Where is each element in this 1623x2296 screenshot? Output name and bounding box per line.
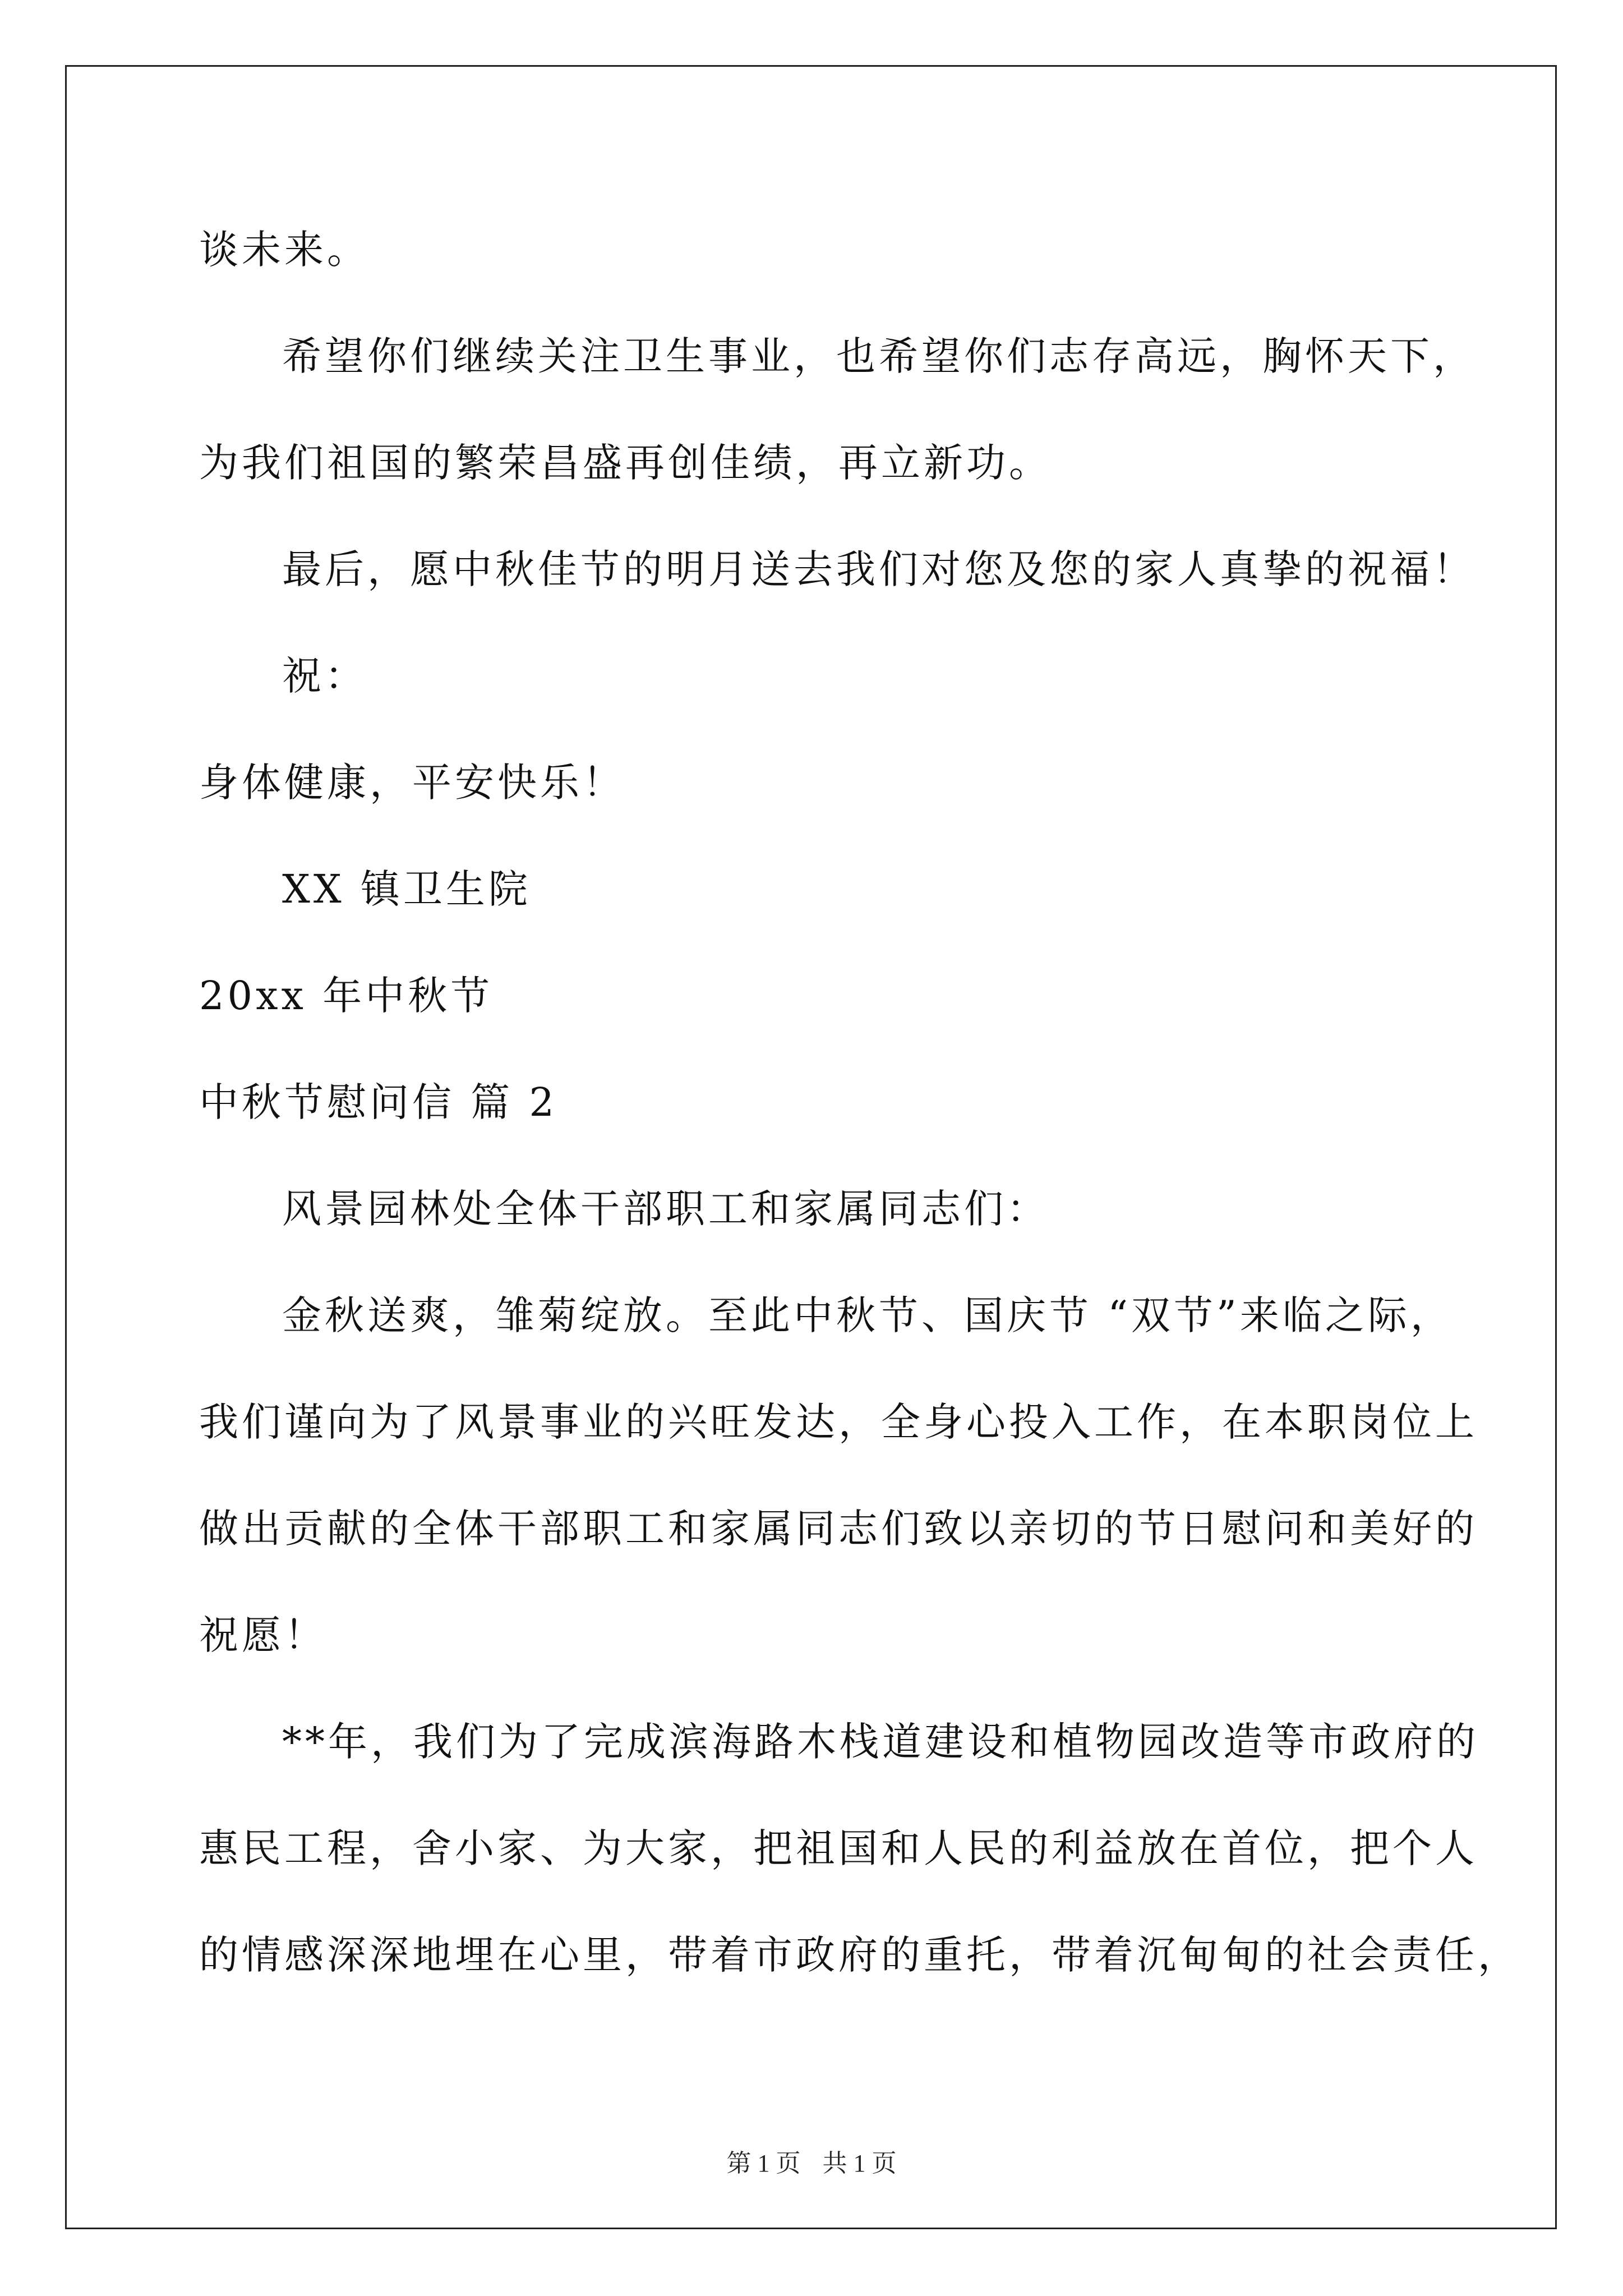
text-line: 我们谨向为了风景事业的兴旺发达，全身心投入工作，在本职岗位上 [199,1399,1478,1445]
page-total: 共 1 页 [822,2150,897,2177]
text-line: 祝愿！ [199,1612,327,1658]
page-number: 第 1 页 [726,2150,801,2177]
section-heading: 中秋节慰问信 篇 2 [199,1079,558,1125]
signature-org: XX 镇卫生院 [282,866,531,912]
salutation: 风景园林处全体干部职工和家属同志们： [282,1186,1049,1232]
text-line: 身体健康，平安快乐！ [199,760,625,806]
text-line: 为我们祖国的繁荣昌盛再创佳绩，再立新功。 [199,440,1052,486]
signature-date: 20xx 年中秋节 [199,973,494,1019]
text-line: 最后，愿中秋佳节的明月送去我们对您及您的家人真挚的祝福！ [282,546,1476,592]
text-line: 祝： [282,653,367,699]
page-footer [0,2143,1623,2179]
text-line: 谈未来。 [199,227,370,273]
text-line: 希望你们继续关注卫生事业，也希望你们志存高远，胸怀天下， [282,333,1476,379]
text-line: 金秋送爽，雏菊绽放。至此中秋节、国庆节 “双节”来临之际， [282,1292,1453,1338]
text-line: **年，我们为了完成滨海路木栈道建设和植物园改造等市政府的 [282,1719,1479,1765]
text-line: 的情感深深地埋在心里，带着市政府的重托，带着沉甸甸的社会责任， [199,1932,1520,1978]
text-line: 惠民工程，舍小家、为大家，把祖国和人民的利益放在首位，把个人 [199,1825,1478,1871]
text-line: 做出贡献的全体干部职工和家属同志们致以亲切的节日慰问和美好的 [199,1506,1478,1552]
